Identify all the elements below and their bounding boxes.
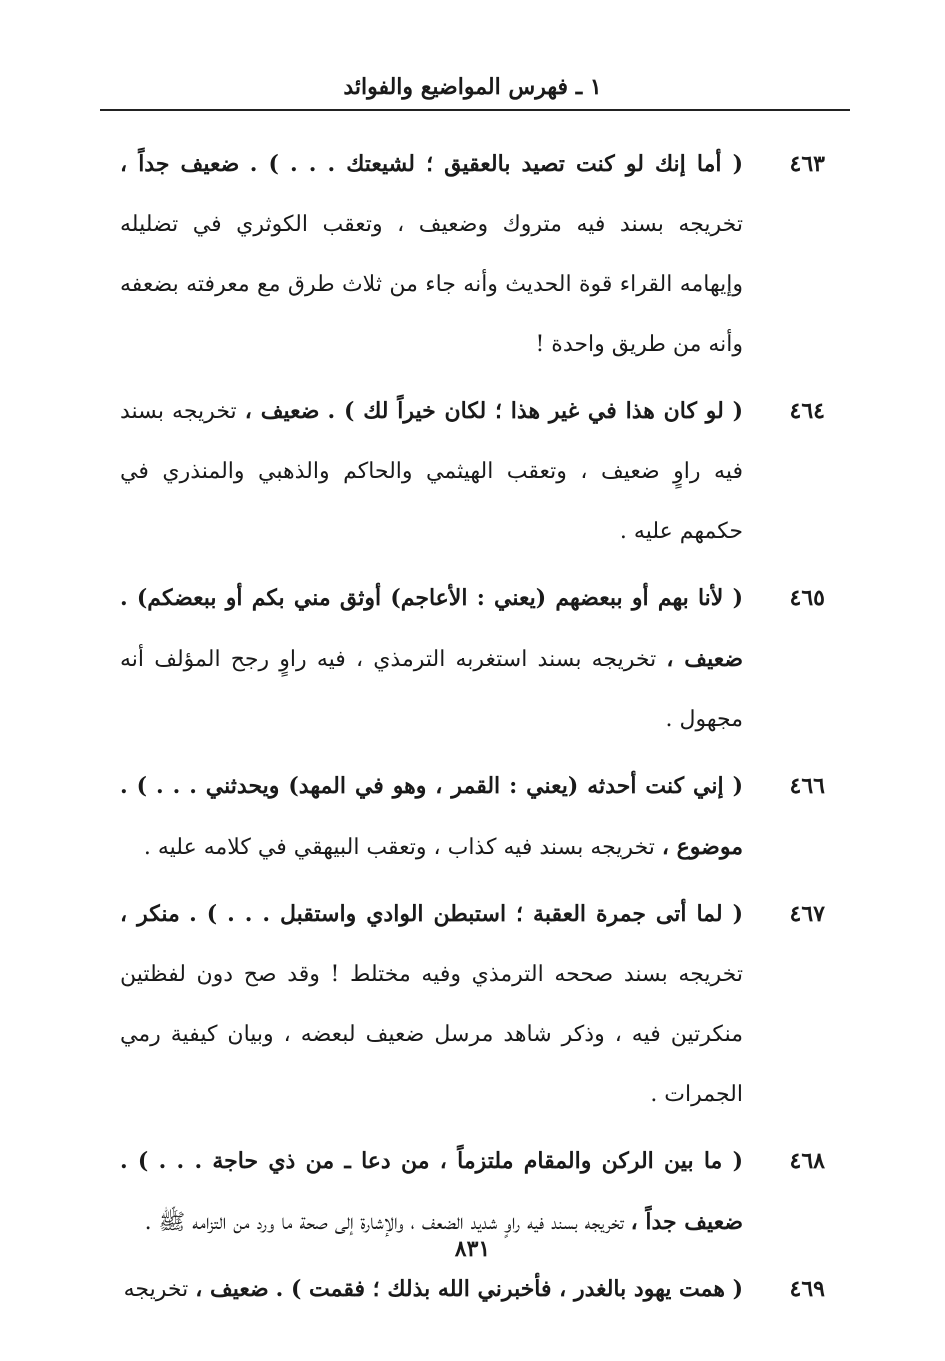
entry-number: ٤٦٤	[789, 398, 825, 424]
entry-text	[120, 381, 743, 562]
page-number: ٨٣١	[454, 1236, 491, 1262]
entry-text	[120, 756, 743, 878]
entry-body: تخريجه	[123, 1277, 189, 1302]
index-entry	[120, 568, 825, 750]
hadith-grade: ضعيف ،	[244, 398, 320, 424]
index-entries	[120, 134, 825, 1326]
entry-number: ٤٦٧	[789, 901, 825, 927]
entry-text	[120, 1259, 743, 1320]
hadith-title: ( لو كان هذا في غير هذا ؛ لكان خيراً لك ) .	[327, 398, 744, 424]
entry-number: ٤٦٦	[789, 773, 825, 799]
entry-body: تخريجه بسند فيه متروك وضعيف ، وتعقب الكوثري في تضليله وإيهامه القراء قوة الحديث وأنه جاء من ثلاث طرق مع معرفته بضعفه وأنه من طريق واحدة !	[120, 212, 743, 357]
entry-body: تخريجه بسند فيه راوٍ شديد الضعف ، والإشارة إلى صحة ما ورد من التزامه ﷺ .	[144, 1210, 624, 1235]
entry-text	[120, 1131, 743, 1253]
hadith-grade: منكر ،	[120, 901, 180, 927]
entry-number: ٤٦٨	[789, 1148, 825, 1174]
index-entry	[120, 134, 825, 375]
entry-number: ٤٦٩	[789, 1276, 825, 1302]
hadith-grade: ضعيف جداً ،	[120, 151, 240, 177]
hadith-title: ( لما أتى جمرة العقبة ؛ استبطن الوادي واستقبل . . . ) .	[189, 901, 743, 927]
entry-body: تخريجه بسند فيه كذاب ، وتعقب البيهقي في كلامه عليه .	[143, 835, 655, 860]
hadith-grade: ضعيف جداً ،	[630, 1209, 743, 1235]
hadith-title: ( همت يهود بالغدر ، فأخبرني الله بذلك ؛ فقمت ) .	[275, 1276, 743, 1302]
hadith-grade: ضعيف ،	[195, 1276, 269, 1302]
entry-number: ٤٦٣	[789, 151, 825, 177]
entry-body: تخريجه بسند استغربه الترمذي ، فيه راوٍ رجح المؤلف أنه مجهول .	[120, 647, 743, 732]
hadith-title: ( ما بين الركن والمقام ملتزماً ، من دعا ـ من ذي حاجة . . . ) .	[120, 1148, 743, 1174]
index-entry	[120, 1131, 825, 1253]
index-entry	[120, 381, 825, 562]
index-entry	[120, 756, 825, 878]
entry-text	[120, 568, 743, 750]
entry-text	[120, 134, 743, 375]
entry-body: تخريجه بسند صححه الترمذي وفيه مختلط ! وقد صح دون لفظتين منكرتين فيه ، وذكر شاهد مرسل ضعيف لبعضه ، وبيان كيفية رمي الجمرات .	[120, 962, 743, 1107]
index-entry	[120, 884, 825, 1125]
page-header-title: ١ ـ فهرس المواضيع والفوائد	[343, 74, 602, 100]
entry-body: تخريجه بسند فيه راوٍ ضعيف ، وتعقب الهيثمي والحاكم والذهبي والمنذري في حكمهم عليه .	[120, 399, 743, 544]
index-entry	[120, 1259, 825, 1320]
entry-number: ٤٦٥	[789, 585, 825, 611]
hadith-title: ( إني كنت أحدثه (يعني : القمر ، وهو في المهد) ويحدثني . . . ) .	[120, 773, 743, 799]
hadith-title: ( أما إنك لو كنت تصيد بالعقيق ؛ لشيعتك . . . ) .	[249, 151, 743, 177]
hadith-grade: ضعيف ،	[666, 646, 744, 672]
hadith-grade: موضوع ،	[661, 834, 743, 860]
header-divider	[100, 109, 850, 111]
hadith-title: ( لأنا بهم أو ببعضهم (يعني : الأعاجم) أوثق مني بكم أو ببعضكم) .	[120, 585, 743, 611]
entry-text	[120, 884, 743, 1125]
